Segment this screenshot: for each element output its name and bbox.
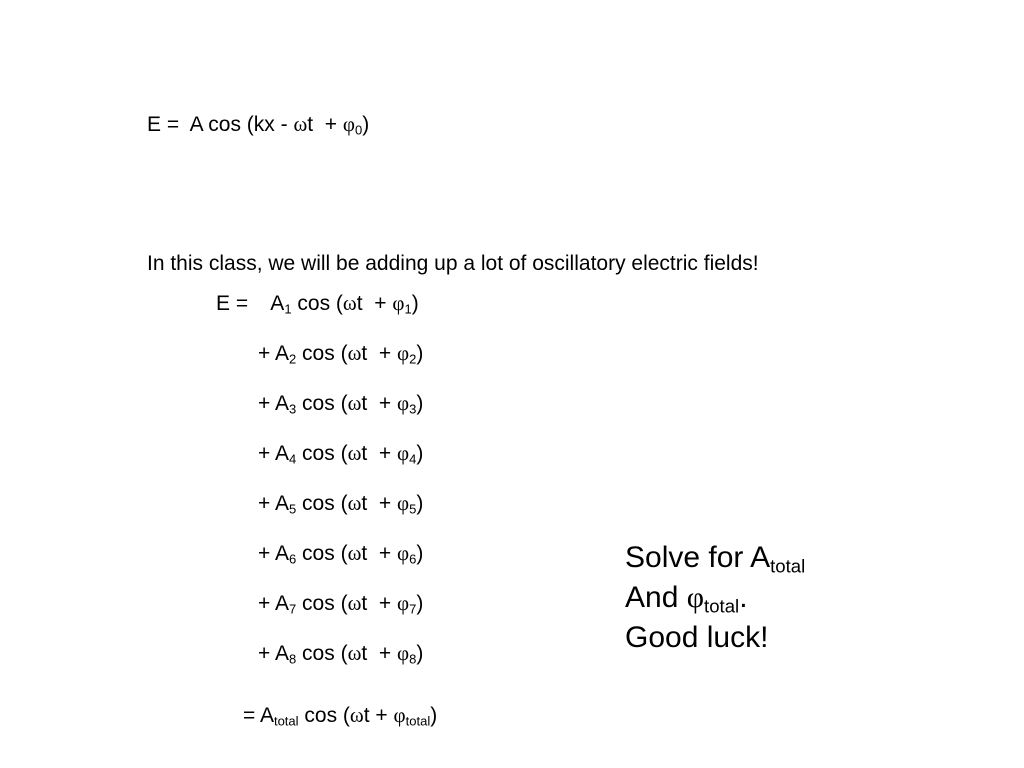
sum-term [258,641,424,667]
note-line-3: Good luck! [625,621,769,654]
term-index: 6 [409,551,417,567]
plus-sign: + [258,592,275,615]
sum-term [258,341,424,367]
total-subscript: total [770,555,806,577]
plus-sign: + [258,642,275,665]
phi-symbol: φ [392,291,405,315]
phi-symbol: φ [686,581,705,614]
term-index: 5 [409,501,417,517]
sum-term [258,441,424,467]
term-index: 1 [404,301,412,317]
challenge-note [625,538,805,658]
sum-term [258,591,424,617]
omega-symbol: ω [347,491,362,515]
close-paren: ) [411,292,419,315]
term-index: 4 [409,451,417,467]
phi-symbol: φ [397,341,410,365]
note-line-1-text: Solve for A [625,541,771,574]
t-plus: t + [361,542,397,565]
cos-open: cos ( [296,642,348,665]
close-paren: ) [416,642,424,665]
sum-term [258,541,424,567]
phi-symbol: φ [397,541,410,565]
term-index: 5 [288,501,297,517]
phi-symbol: φ [397,491,410,515]
intro-text: In this class, we will be adding up a lot of oscillatory electric fields! [147,252,759,275]
phi-symbol: φ [397,441,410,465]
cos-open: cos ( [296,542,348,565]
wave-equation-t: t + [307,113,343,136]
phi-symbol: φ [397,591,410,615]
amplitude-symbol: A [270,292,285,315]
omega-symbol: ω [342,291,357,315]
omega-symbol: ω [347,441,362,465]
phi-symbol: φ [393,703,406,727]
amplitude-symbol: A [274,542,289,565]
term-index: 8 [409,651,417,667]
term-index: 1 [284,301,292,317]
amplitude-symbol: A [274,592,289,615]
term-index: 7 [288,601,297,617]
t-plus: t + [361,442,397,465]
close-paren: ) [416,492,424,515]
cos-open: cos ( [296,392,348,415]
note-period: . [739,581,748,614]
t-plus: t + [356,292,393,315]
sum-lead: E = [216,292,271,315]
phi-symbol: φ [342,112,356,136]
term-index: 8 [288,651,297,667]
term-index: 2 [409,351,417,367]
close-paren: ) [416,342,424,365]
total-subscript: total [273,713,299,729]
omega-symbol: ω [347,541,362,565]
term-index: 3 [409,401,417,417]
note-line-2 [625,578,805,618]
wave-equation [147,112,370,138]
close-paren: ) [416,542,424,565]
sum-term [258,491,424,517]
omega-symbol: ω [347,391,362,415]
amplitude-symbol: A [274,342,289,365]
plus-sign: + [258,442,275,465]
t-plus: t + [361,392,397,415]
t-plus: t + [361,342,397,365]
cos-open: cos ( [296,342,348,365]
term-index: 6 [288,551,297,567]
plus-sign: + [258,392,275,415]
amplitude-symbol: A [274,442,289,465]
cos-open: cos ( [291,292,343,315]
close-paren: ) [416,442,424,465]
sum-term [216,291,419,317]
cos-open: cos ( [298,704,350,727]
cos-open: cos ( [296,492,348,515]
result-lead: = A [243,704,274,727]
omega-symbol: ω [347,641,362,665]
t-plus: t + [361,592,397,615]
plus-sign: + [258,492,275,515]
omega-symbol: ω [347,341,362,365]
t-plus: t + [361,642,397,665]
term-index: 7 [409,601,417,617]
t-plus: t + [361,492,397,515]
t-plus: t + [363,704,394,727]
plus-sign: + [258,342,275,365]
close-paren: ) [416,392,424,415]
omega-symbol: ω [347,591,362,615]
wave-equation-lhs: E = A cos (kx - [147,113,294,136]
amplitude-symbol: A [274,642,289,665]
cos-open: cos ( [296,592,348,615]
phi-symbol: φ [397,641,410,665]
close-paren: ) [430,704,438,727]
close-paren: ) [416,592,424,615]
total-subscript: total [405,713,431,729]
sum-term [258,391,424,417]
cos-open: cos ( [296,442,348,465]
omega-symbol: ω [349,703,364,727]
term-index: 4 [288,451,297,467]
total-subscript: total [704,595,740,617]
amplitude-symbol: A [274,392,289,415]
amplitude-symbol: A [274,492,289,515]
term-index: 2 [288,351,297,367]
note-line-2-text: And [625,581,687,614]
wave-equation-close: ) [362,113,370,136]
phi-symbol: φ [397,391,410,415]
note-line-1 [625,538,805,578]
term-index: 3 [288,401,297,417]
phi-subscript: 0 [355,122,363,138]
omega-symbol: ω [293,112,308,136]
result-equation [243,703,438,729]
plus-sign: + [258,542,275,565]
